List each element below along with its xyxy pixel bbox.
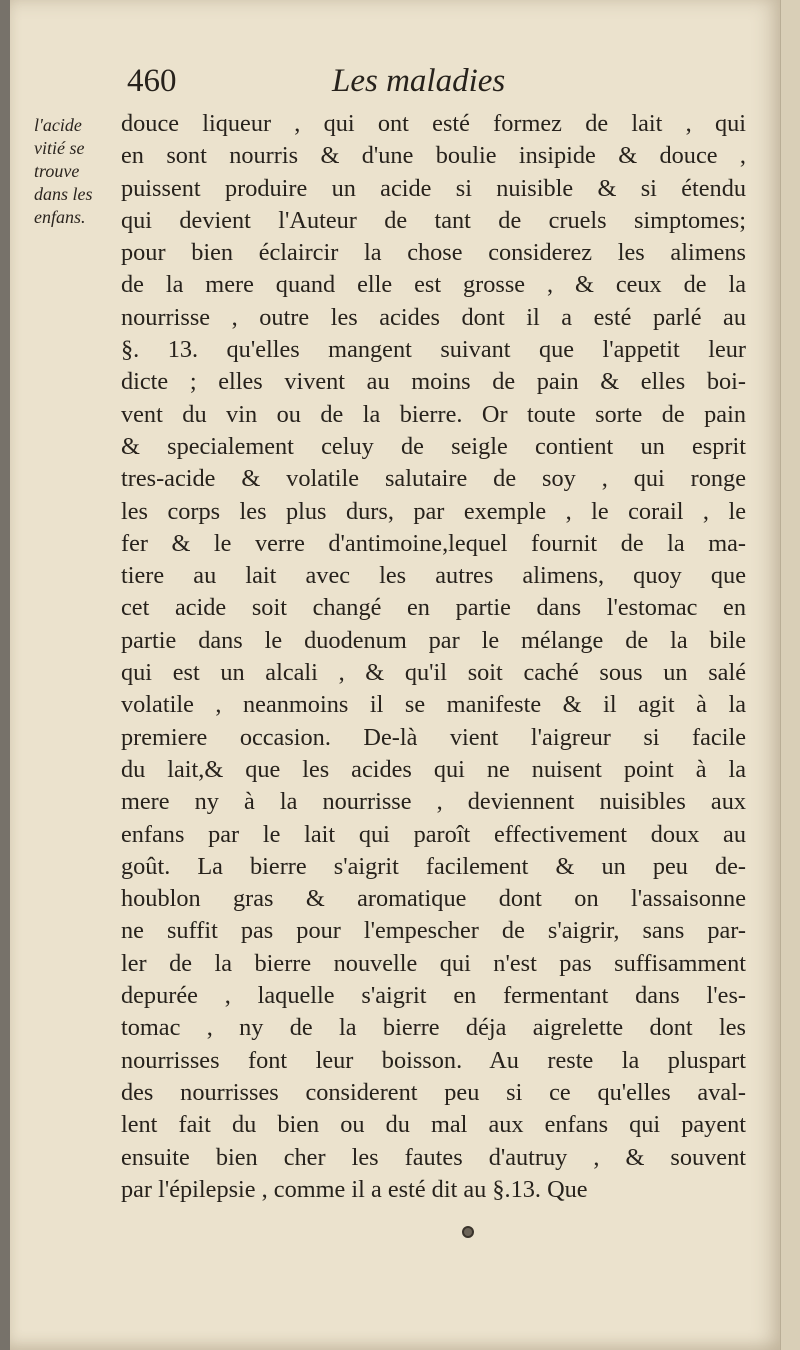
margin-note-line: dans les [34,184,93,204]
text-line: premiere occasion. De-là vient l'aigreur si facile [121,723,746,751]
text-line: ne suffit pas pour l'empescher de s'aigrir, sans par- [121,917,746,945]
text-line: enfans par le lait qui paroît effectivement doux au [121,820,746,848]
text-line: goût. La bierre s'aigrit facilement & un peu de- [121,852,746,880]
margin-note-line: l'acide [34,115,82,135]
text-line: par l'épilepsie , comme il a esté dit au §.13. Que [121,1175,588,1203]
text-line: lent fait du bien ou du mal aux enfans qui payent [121,1111,746,1139]
text-line: des nourrisses considerent peu si ce qu'elles aval- [121,1078,746,1106]
page-fore-edge [780,0,800,1350]
text-line: vent du vin ou de la bierre. Or toute sorte de pain [121,400,746,428]
margin-note-line: trouve [34,161,80,181]
text-line: volatile , neanmoins il se manifeste & il agit à la [121,691,746,719]
text-line: §. 13. qu'elles mangent suivant que l'appetit leur [121,336,746,364]
text-line: douce liqueur , qui ont esté formez de lait , qui [121,110,746,137]
text-line: les corps les plus durs, par exemple , le corail , le [121,497,746,525]
text-line: ensuite bien cher les fautes d'autruy , & souvent [121,1143,746,1171]
text-line: partie dans le duodenum par le mélange de la bile [121,626,746,654]
text-line: & specialement celuy de seigle contient un esprit [121,432,746,460]
text-line: de la mere quand elle est grosse , & ceux de la [121,271,746,299]
page-header [127,63,747,107]
text-line: tres-acide & volatile salutaire de soy , qui ronge [121,465,746,493]
margin-note-line: enfans. [34,207,86,227]
margin-note-line: vitié se [34,138,85,158]
body-text [121,108,746,1206]
text-line: qui devient l'Auteur de tant de cruels simptomes; [121,206,746,234]
text-line: depurée , laquelle s'aigrit en fermentant dans l'es- [121,982,746,1010]
running-title: Les maladies [332,63,506,99]
text-line: ler de la bierre nouvelle qui n'est pas suffisamment [121,949,746,977]
text-line: qui est un alcali , & qu'il soit caché sous un salé [121,659,746,687]
page-number: 460 [127,63,177,99]
text-line: en sont nourris & d'une boulie insipide & douce , [121,142,746,170]
text-line: nourrisse , outre les acides dont il a esté parlé au [121,303,746,331]
text-line: tomac , ny de la bierre déja aigrelette dont les [121,1014,746,1042]
text-line: mere ny à la nourrisse , deviennent nuisibles aux [121,788,746,816]
text-line: dicte ; elles vivent au moins de pain & elles boi- [121,368,746,396]
text-line: fer & le verre d'antimoine,lequel fournit de la ma- [121,529,746,557]
text-line: houblon gras & aromatique dont on l'assaisonne [121,885,746,913]
text-line: cet acide soit changé en partie dans l'estomac en [121,594,746,622]
ink-blot-mark [462,1226,474,1238]
text-line: tiere au lait avec les autres alimens, quoy que [121,562,746,590]
margin-note [34,114,124,229]
text-line: nourrisses font leur boisson. Au reste la pluspart [121,1046,746,1074]
text-line: pour bien éclaircir la chose considerez les alimens [121,239,746,267]
text-line: du lait,& que les acides qui ne nuisent point à la [121,755,746,783]
text-line: puissent produire un acide si nuisible & si étendu [121,174,746,202]
